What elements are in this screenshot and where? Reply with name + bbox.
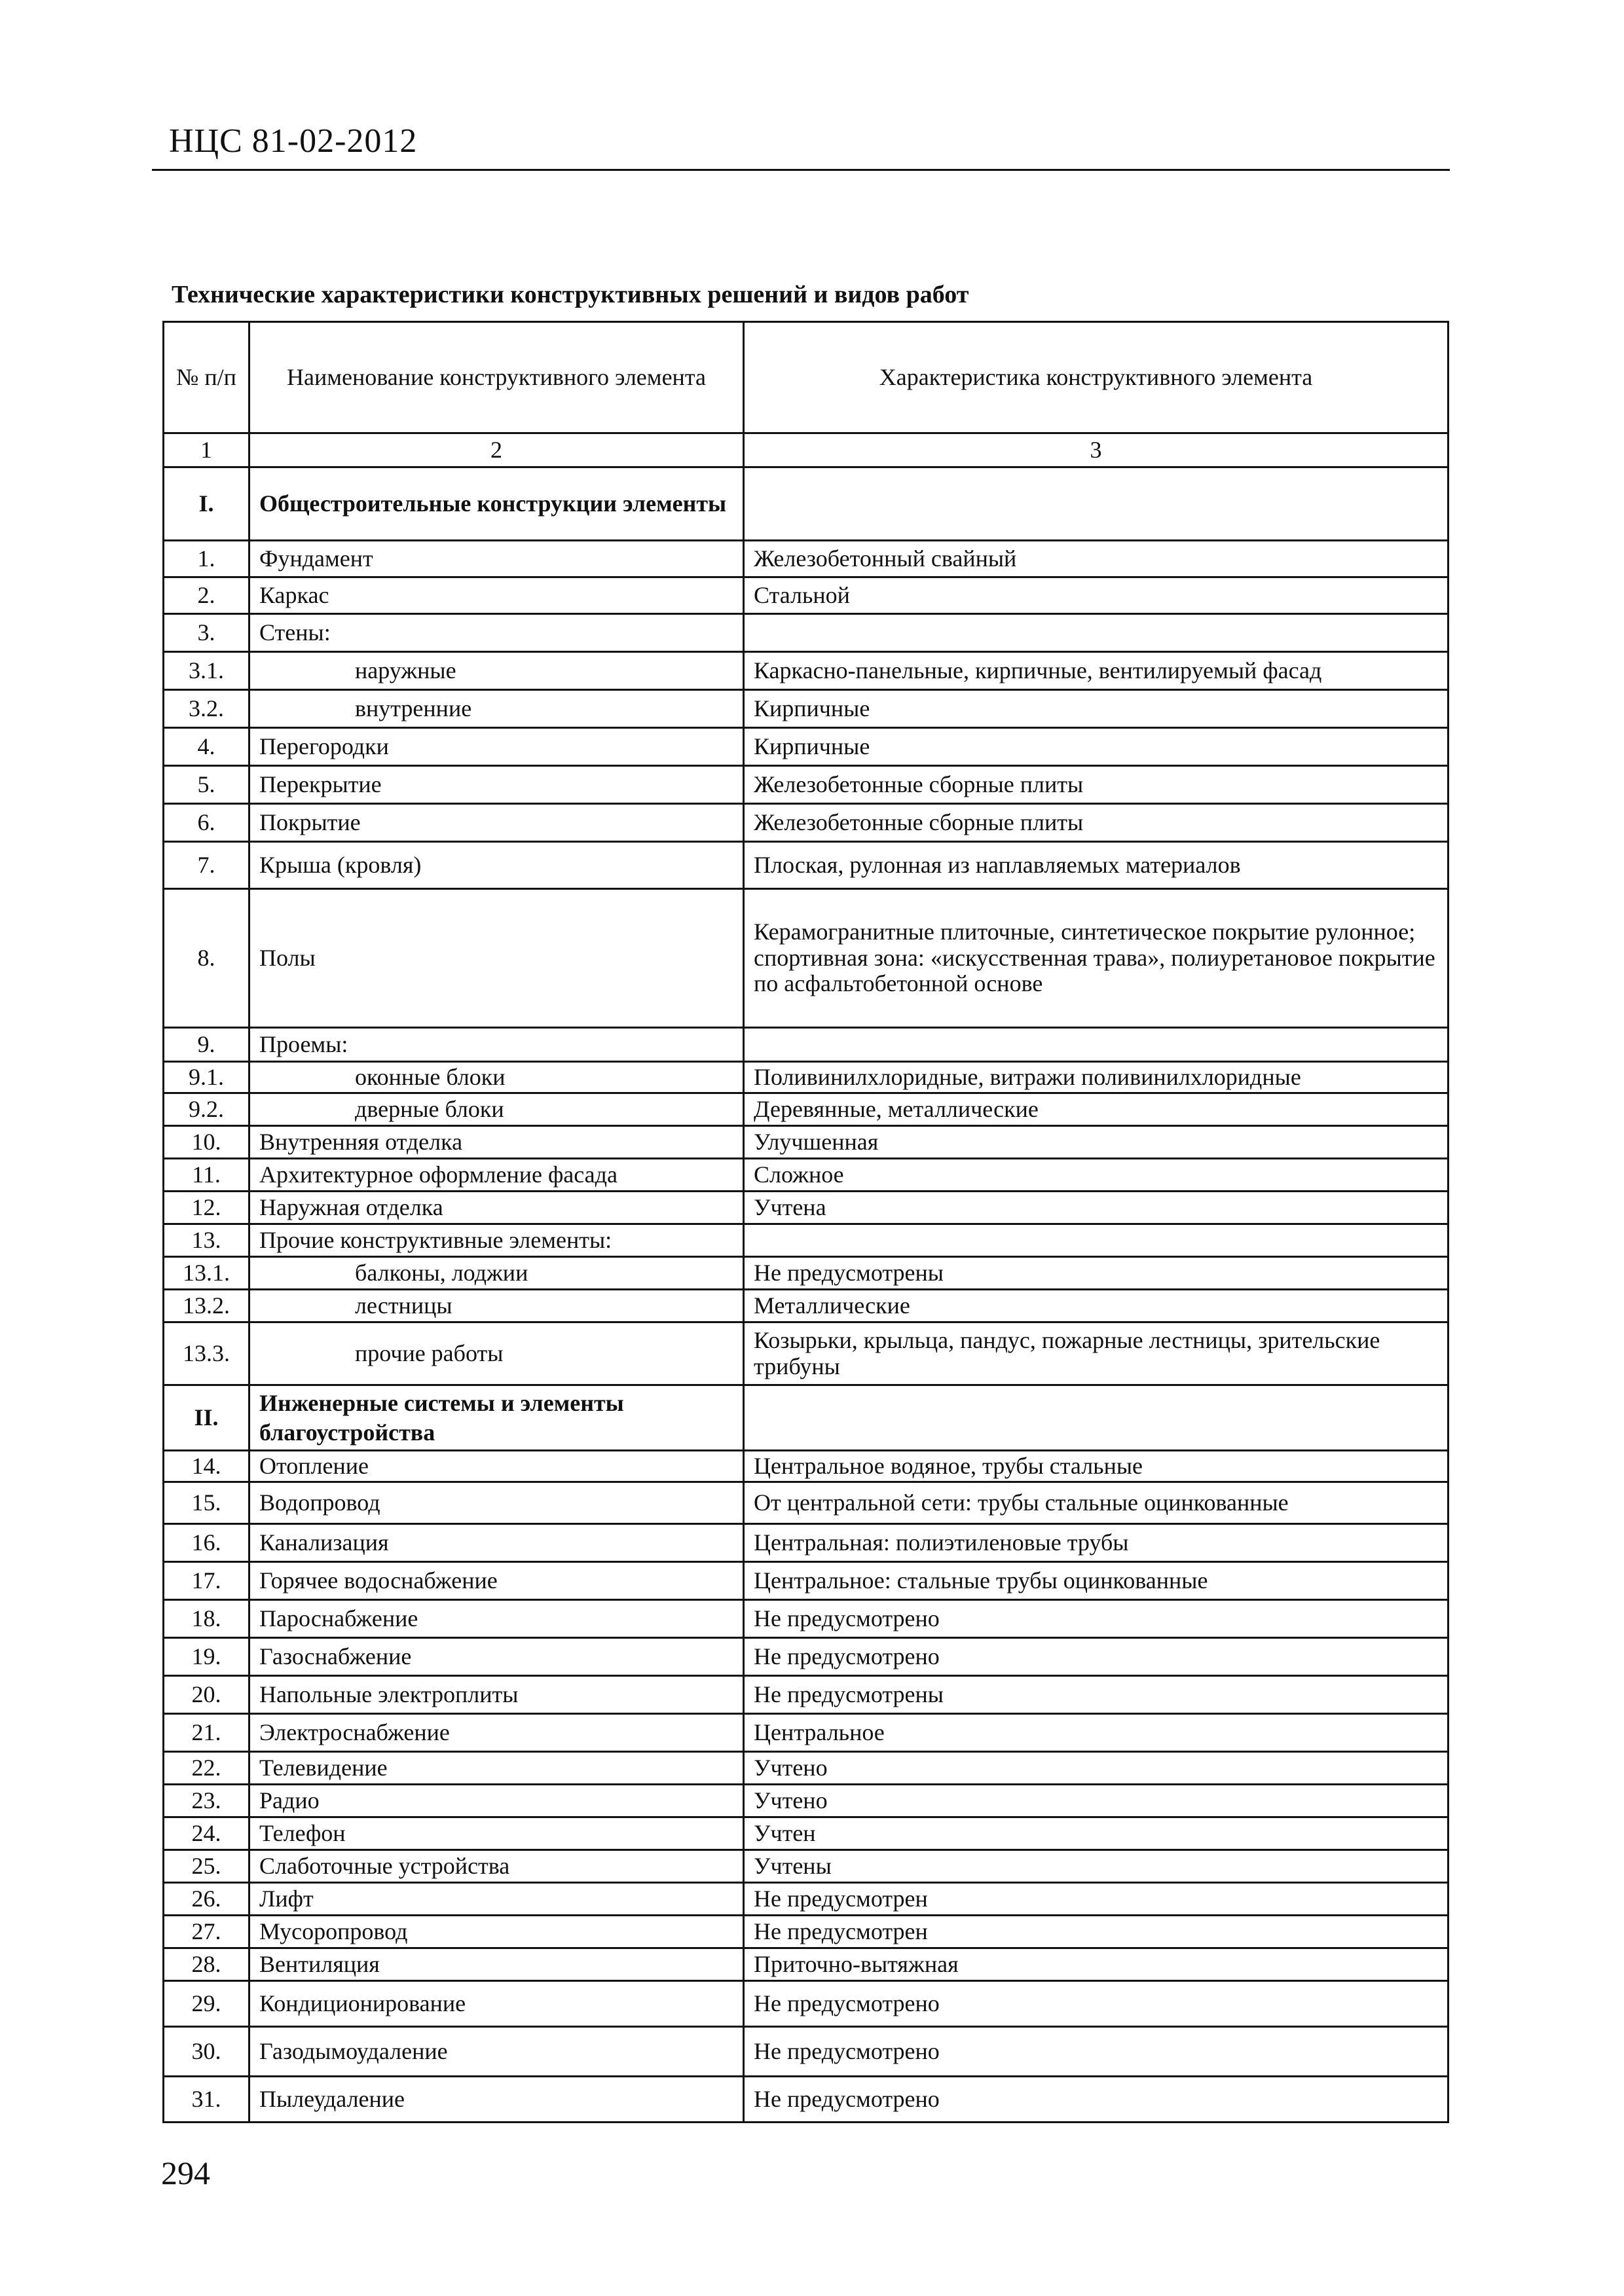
- table-row: [164, 1916, 1449, 1948]
- table-row: [164, 577, 1449, 614]
- table-row: [164, 1093, 1449, 1126]
- table-title: Технические характеристики конструктивных решений и видов работ: [172, 281, 969, 308]
- element-name: оконные блоки: [249, 1062, 744, 1093]
- column-number: 3: [744, 433, 1449, 467]
- element-name: Кондиционирование: [249, 1981, 744, 2027]
- row-number: 13.1.: [164, 1257, 249, 1290]
- table-header-row: [164, 322, 1449, 433]
- row-number: 3.: [164, 614, 249, 652]
- element-name: Канализация: [249, 1524, 744, 1562]
- element-characteristic: Железобетонный свайный: [744, 541, 1449, 577]
- element-characteristic: Учтено: [744, 1785, 1449, 1817]
- element-name: Лифт: [249, 1883, 744, 1916]
- table-row: [164, 1638, 1449, 1676]
- table-row: [164, 614, 1449, 652]
- row-number: 19.: [164, 1638, 249, 1676]
- row-number: 11.: [164, 1159, 249, 1192]
- element-characteristic: Сложное: [744, 1159, 1449, 1192]
- table-row: [164, 1752, 1449, 1785]
- element-characteristic: Приточно-вытяжная: [744, 1948, 1449, 1981]
- row-number: 31.: [164, 2077, 249, 2123]
- row-number: 9.2.: [164, 1093, 249, 1126]
- element-characteristic: Поливинилхлоридные, витражи поливинилхлоридные: [744, 1062, 1449, 1093]
- element-characteristic: Металлические: [744, 1290, 1449, 1322]
- row-number: 12.: [164, 1192, 249, 1224]
- row-number: 10.: [164, 1126, 249, 1159]
- element-characteristic: Улучшенная: [744, 1126, 1449, 1159]
- row-number: 3.1.: [164, 652, 249, 690]
- row-number: 13.3.: [164, 1322, 249, 1385]
- characteristics-table: [162, 321, 1449, 2123]
- element-name: Электроснабжение: [249, 1714, 744, 1752]
- element-name: Проемы:: [249, 1028, 744, 1062]
- table-row: [164, 1600, 1449, 1638]
- row-number: 9.: [164, 1028, 249, 1062]
- element-characteristic: [744, 1028, 1449, 1062]
- element-name: Полы: [249, 889, 744, 1028]
- element-name: Напольные электроплиты: [249, 1676, 744, 1714]
- section-title: Общестроительные конструкции элементы: [249, 467, 744, 541]
- element-name: Водопровод: [249, 1482, 744, 1524]
- row-number: 5.: [164, 766, 249, 804]
- table-row: [164, 1482, 1449, 1524]
- element-name: Газодымоудаление: [249, 2027, 744, 2077]
- element-characteristic: Центральное: [744, 1714, 1449, 1752]
- element-name: Стены:: [249, 614, 744, 652]
- element-name: Отопление: [249, 1451, 744, 1482]
- table-row: [164, 1192, 1449, 1224]
- element-characteristic: Не предусмотрен: [744, 1916, 1449, 1948]
- element-characteristic: Не предусмотрены: [744, 1676, 1449, 1714]
- element-name: Перегородки: [249, 728, 744, 766]
- element-name: лестницы: [249, 1290, 744, 1322]
- element-name: Газоснабжение: [249, 1638, 744, 1676]
- row-number: 13.2.: [164, 1290, 249, 1322]
- table-row: [164, 842, 1449, 889]
- table-row: [164, 1562, 1449, 1600]
- element-name: Пароснабжение: [249, 1600, 744, 1638]
- row-number: 29.: [164, 1981, 249, 2027]
- element-name: Покрытие: [249, 804, 744, 842]
- element-name: Архитектурное оформление фасада: [249, 1159, 744, 1192]
- element-name: Перекрытие: [249, 766, 744, 804]
- element-name: Каркас: [249, 577, 744, 614]
- row-number: 9.1.: [164, 1062, 249, 1093]
- element-name: Радио: [249, 1785, 744, 1817]
- element-characteristic: Учтено: [744, 1752, 1449, 1785]
- element-name: Крыша (кровля): [249, 842, 744, 889]
- element-characteristic: Не предусмотрено: [744, 2077, 1449, 2123]
- table-row: [164, 1785, 1449, 1817]
- column-numbers-row: [164, 433, 1449, 467]
- element-characteristic: Стальной: [744, 577, 1449, 614]
- row-number: 23.: [164, 1785, 249, 1817]
- element-name: Пылеудаление: [249, 2077, 744, 2123]
- element-name: дверные блоки: [249, 1093, 744, 1126]
- row-number: 22.: [164, 1752, 249, 1785]
- row-number: 3.2.: [164, 690, 249, 728]
- row-number: 24.: [164, 1817, 249, 1850]
- row-number: 21.: [164, 1714, 249, 1752]
- table-row: [164, 690, 1449, 728]
- element-characteristic: Козырьки, крыльца, пандус, пожарные лестницы, зрительские трибуны: [744, 1322, 1449, 1385]
- element-name: балконы, лоджии: [249, 1257, 744, 1290]
- table-row: [164, 1224, 1449, 1257]
- element-name: Горячее водоснабжение: [249, 1562, 744, 1600]
- element-name: Мусоропровод: [249, 1916, 744, 1948]
- row-number: 15.: [164, 1482, 249, 1524]
- table-row: [164, 1159, 1449, 1192]
- row-number: 2.: [164, 577, 249, 614]
- table-row: [164, 652, 1449, 690]
- header-col-number: № п/п: [164, 322, 249, 433]
- row-number: 7.: [164, 842, 249, 889]
- element-name: наружные: [249, 652, 744, 690]
- element-characteristic: Деревянные, металлические: [744, 1093, 1449, 1126]
- row-number: 17.: [164, 1562, 249, 1600]
- element-name: Вентиляция: [249, 1948, 744, 1981]
- table-row: [164, 1062, 1449, 1093]
- row-number: 16.: [164, 1524, 249, 1562]
- section-row: [164, 467, 1449, 541]
- element-characteristic: Центральная: полиэтиленовые трубы: [744, 1524, 1449, 1562]
- row-number: 4.: [164, 728, 249, 766]
- section-number: II.: [164, 1385, 249, 1451]
- element-name: Наружная отделка: [249, 1192, 744, 1224]
- table-row: [164, 1322, 1449, 1385]
- table-row: [164, 1883, 1449, 1916]
- header-col-name: Наименование конструктивного элемента: [249, 322, 744, 433]
- section-value: [744, 1385, 1449, 1451]
- table-row: [164, 1126, 1449, 1159]
- element-characteristic: Не предусмотрены: [744, 1257, 1449, 1290]
- header-col-characteristic: Характеристика конструктивного элемента: [744, 322, 1449, 433]
- element-name: внутренние: [249, 690, 744, 728]
- row-number: 30.: [164, 2027, 249, 2077]
- element-name: Телевидение: [249, 1752, 744, 1785]
- row-number: 25.: [164, 1850, 249, 1883]
- header-divider: [152, 169, 1450, 171]
- element-characteristic: Не предусмотрено: [744, 1981, 1449, 2027]
- element-characteristic: Учтены: [744, 1850, 1449, 1883]
- table-row: [164, 1817, 1449, 1850]
- page-number: 294: [161, 2155, 210, 2191]
- table-row: [164, 1028, 1449, 1062]
- table-row: [164, 1850, 1449, 1883]
- row-number: 20.: [164, 1676, 249, 1714]
- section-title: Инженерные системы и элементы благоустройства: [249, 1385, 744, 1451]
- table-row: [164, 1676, 1449, 1714]
- element-name: Слаботочные устройства: [249, 1850, 744, 1883]
- element-characteristic: Центральное: стальные трубы оцинкованные: [744, 1562, 1449, 1600]
- table-row: [164, 889, 1449, 1028]
- element-name: прочие работы: [249, 1322, 744, 1385]
- element-name: Внутренняя отделка: [249, 1126, 744, 1159]
- element-characteristic: Железобетонные сборные плиты: [744, 804, 1449, 842]
- table-row: [164, 1524, 1449, 1562]
- element-characteristic: Не предусмотрен: [744, 1883, 1449, 1916]
- column-number: 2: [249, 433, 744, 467]
- section-row: [164, 1385, 1449, 1451]
- element-characteristic: Железобетонные сборные плиты: [744, 766, 1449, 804]
- table-row: [164, 1451, 1449, 1482]
- table-row: [164, 1290, 1449, 1322]
- row-number: 18.: [164, 1600, 249, 1638]
- table-row: [164, 541, 1449, 577]
- element-name: Прочие конструктивные элементы:: [249, 1224, 744, 1257]
- element-characteristic: [744, 1224, 1449, 1257]
- row-number: 8.: [164, 889, 249, 1028]
- table-row: [164, 728, 1449, 766]
- row-number: 14.: [164, 1451, 249, 1482]
- table-row: [164, 1257, 1449, 1290]
- row-number: 1.: [164, 541, 249, 577]
- element-name: Телефон: [249, 1817, 744, 1850]
- row-number: 13.: [164, 1224, 249, 1257]
- element-characteristic: Не предусмотрено: [744, 1600, 1449, 1638]
- element-characteristic: Не предусмотрено: [744, 1638, 1449, 1676]
- element-characteristic: Учтена: [744, 1192, 1449, 1224]
- table-row: [164, 804, 1449, 842]
- column-number: 1: [164, 433, 249, 467]
- element-characteristic: Керамогранитные плиточные, синтетическое покрытие рулонное; спортивная зона: «искусственная трава», полиуретановое покрытие по асфальтобетонной основе: [744, 889, 1449, 1028]
- section-value: [744, 467, 1449, 541]
- table-row: [164, 766, 1449, 804]
- element-characteristic: Центральное водяное, трубы стальные: [744, 1451, 1449, 1482]
- element-characteristic: Плоская, рулонная из наплавляемых материалов: [744, 842, 1449, 889]
- document-code: НЦС 81-02-2012: [169, 122, 418, 160]
- section-number: I.: [164, 467, 249, 541]
- element-name: Фундамент: [249, 541, 744, 577]
- row-number: 28.: [164, 1948, 249, 1981]
- table-row: [164, 1714, 1449, 1752]
- table-row: [164, 1981, 1449, 2027]
- element-characteristic: Не предусмотрено: [744, 2027, 1449, 2077]
- table-row: [164, 2077, 1449, 2123]
- element-characteristic: Каркасно-панельные, кирпичные, вентилируемый фасад: [744, 652, 1449, 690]
- element-characteristic: От центральной сети: трубы стальные оцинкованные: [744, 1482, 1449, 1524]
- row-number: 6.: [164, 804, 249, 842]
- table-row: [164, 1948, 1449, 1981]
- element-characteristic: Кирпичные: [744, 728, 1449, 766]
- element-characteristic: [744, 614, 1449, 652]
- element-characteristic: Учтен: [744, 1817, 1449, 1850]
- element-characteristic: Кирпичные: [744, 690, 1449, 728]
- row-number: 27.: [164, 1916, 249, 1948]
- row-number: 26.: [164, 1883, 249, 1916]
- table-row: [164, 2027, 1449, 2077]
